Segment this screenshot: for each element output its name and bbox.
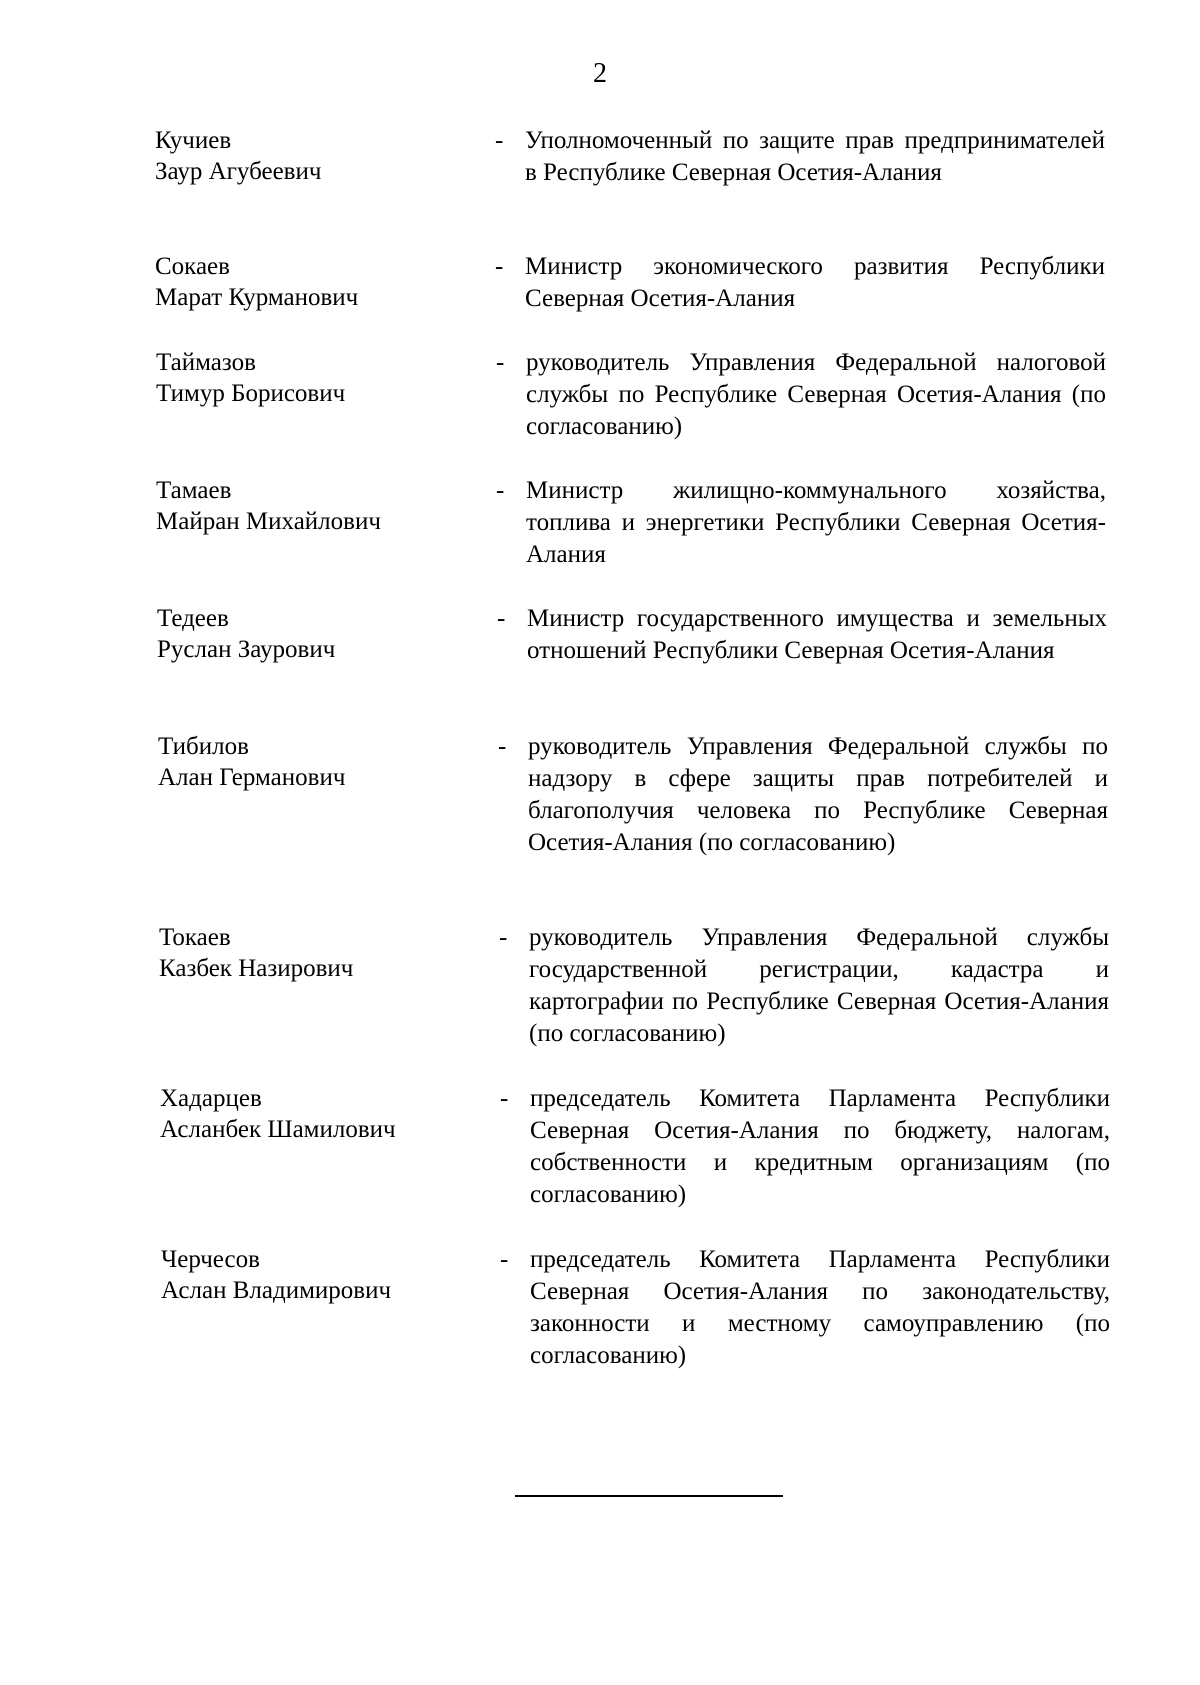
- member-surname: Хадарцев: [160, 1085, 262, 1112]
- member-position: руководитель Управления Федеральной службы государственной регистрации, кадастра и картографии по Республике Северная Осетия-Алания (по согласованию): [529, 924, 1109, 1047]
- member-surname: Таймазов: [156, 349, 256, 376]
- member-given-name: Руслан Заурович: [157, 636, 336, 663]
- separator-dash: -: [495, 127, 504, 154]
- separator-dash: -: [500, 1246, 509, 1273]
- member-position: председатель Комитета Парламента Республики Северная Осетия-Алания по бюджету, налогам, собственности и кредитным организациям (по согласованию): [530, 1085, 1110, 1208]
- end-divider: [515, 1495, 783, 1497]
- member-name: [160, 1083, 470, 1145]
- separator-dash: -: [496, 477, 505, 504]
- member-name: [157, 603, 467, 665]
- separator-dash: -: [500, 1085, 509, 1112]
- member-surname: Тедеев: [157, 605, 229, 632]
- member-name: [155, 125, 465, 187]
- member-surname: Токаев: [159, 924, 231, 951]
- member-position: руководитель Управления Федеральной службы по надзору в сфере защиты прав потребителей и благополучия человека по Республике Северная Осетия-Алания (по согласованию): [528, 733, 1108, 856]
- member-given-name: Тимур Борисович: [156, 380, 346, 407]
- member-position: председатель Комитета Парламента Республики Северная Осетия-Алания по законодательству, законности и местному самоуправлению (по согласованию): [530, 1246, 1110, 1369]
- member-given-name: Асланбек Шамилович: [160, 1116, 396, 1143]
- member-position: Министр экономического развития Республики Северная Осетия-Алания: [525, 253, 1105, 312]
- member-given-name: Марат Курманович: [155, 284, 359, 311]
- member-given-name: Заур Агубеевич: [155, 158, 322, 185]
- member-position: руководитель Управления Федеральной налоговой службы по Республике Северная Осетия-Алания (по согласованию): [526, 349, 1106, 440]
- member-surname: Тамаев: [156, 477, 232, 504]
- separator-dash: -: [496, 349, 505, 376]
- member-given-name: Казбек Назирович: [159, 955, 354, 982]
- member-name: [161, 1244, 471, 1306]
- member-position: Министр государственного имущества и земельных отношений Республики Северная Осетия-Алания: [527, 605, 1107, 664]
- member-surname: Черчесов: [161, 1246, 260, 1273]
- member-given-name: Майран Михайлович: [156, 508, 381, 535]
- member-name: [159, 922, 469, 984]
- separator-dash: -: [499, 924, 508, 951]
- member-position: Уполномоченный по защите прав предпринимателей в Республике Северная Осетия-Алания: [525, 127, 1105, 186]
- member-name: [156, 475, 466, 537]
- member-name: [158, 731, 468, 793]
- separator-dash: -: [495, 253, 504, 280]
- member-given-name: Алан Германович: [158, 764, 346, 791]
- separator-dash: -: [497, 605, 506, 632]
- member-name: [155, 251, 465, 313]
- separator-dash: -: [498, 733, 507, 760]
- member-position: Министр жилищно-коммунального хозяйства, топлива и энергетики Республики Северная Осетия-Алания: [526, 477, 1106, 568]
- member-surname: Сокаев: [155, 253, 230, 280]
- member-surname: Кучиев: [155, 127, 232, 154]
- page-number: 2: [593, 58, 607, 89]
- member-name: [156, 347, 466, 409]
- member-given-name: Аслан Владимирович: [161, 1277, 392, 1304]
- member-surname: Тибилов: [158, 733, 249, 760]
